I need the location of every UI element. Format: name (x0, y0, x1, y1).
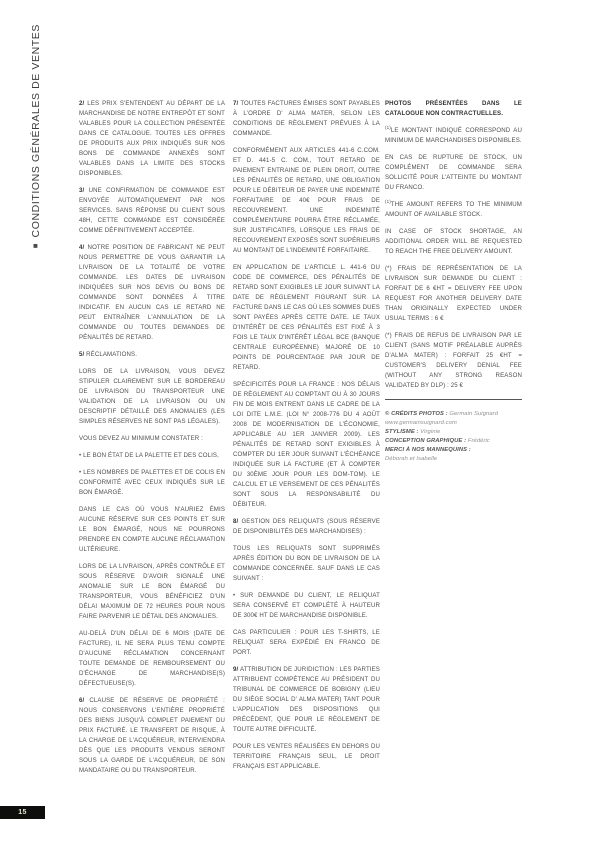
paragraph: TOUS LES RELIQUATS SONT SUPPRIMÉS APRÈS ÉDITION DU BON DE LIVRAISON DE LA COMMANDE CONCERNÉE. SAUF DANS LE CAS SUIVANT : (233, 545, 380, 582)
footnote-paragraph: (*) FRAIS DE REPRÉSENTATION DE LA LIVRAISON SUR DEMANDE DU CLIENT : FORFAIT DE 6 €HT = DELIVERY FEE UPON REQUEST FOR ANOTHER DELIVERY DATE THAN ORIGINALLY EXPECTED UNDER USUAL TERMS : 6 € (385, 265, 522, 322)
footnote-paragraph: $^{(1)}$THE AMOUNT REFERS TO THE MINIMUM AMOUNT OF AVAILABLE STOCK. (385, 198, 522, 218)
paragraph: 2/ LES PRIX S'ENTENDENT AU DÉPART DE LA MARCHANDISE DE NOTRE ENTREPÔT ET SONT VALABLES POUR LA COLLECTION PRÉSENTÉE DANS CE CATALOGUE. TOUTES LES OFFRES DE PRODUITS AUX PRIX INDIQUÉS SUR NOS BONS DE COMMANDE ANNEXÉS SONT VALABLES DANS LA LIMITE DES STOCKS DISPONIBLES. (79, 100, 225, 177)
section-number: 3/ (79, 187, 85, 194)
paragraph: EN CAS DE RUPTURE DE STOCK, UN COMPLÉMENT DE COMMANDE SERA SOLLICITÉ POUR L'ATTEINTE DU MONTANT DU FRANCO. (385, 154, 522, 191)
bullet-item: • SUR DEMANDE DU CLIENT, LE RELIQUAT SERA CONSERVÉ ET COMPLÉTÉ À HAUTEUR DE 300€ HT DE MARCHANDISE DISPONIBLE. (233, 592, 380, 619)
divider-line (385, 399, 522, 400)
paragraph: AU-DELÀ D'UN DÉLAI DE 6 MOIS (DATE DE FACTURE), IL NE SERA PLUS TENU COMPTE D'AUCUNE RÉCLAMATION CONCERNANT TOUTE DEMANDE DE REMBOURSEMENT OU D'ÉCHANGE DE MARCHANDISE(S) DÉFECTUEUSE(S). (79, 630, 225, 687)
credit-line: CONCEPTION GRAPHIQUE : Frédéric (385, 438, 490, 444)
credits-block (385, 410, 522, 464)
bullet-item: • LES NOMBRES DE PALETTES ET DE COLIS EN CONFORMITÉ AVEC CEUX INDIQUÉS SUR LE BON ÉMARGÉ. (79, 469, 225, 496)
paragraph: VOUS DEVEZ AU MINIMUM CONSTATER : (79, 435, 203, 442)
credit-line: © CRÉDITS PHOTOS : Germain Suignard (385, 411, 499, 417)
paragraph: 6/ CLAUSE DE RÉSERVE DE PROPRIÉTÉ : NOUS CONSERVONS L'ENTIÈRE PROPRIÉTÉ DES BIENS JUSQU'À COMPLET PAIEMENT DU PRIX FACTURÉ. LE TRANSFERT DE RISQUE, À LA CHARGE DE L'ACQUÉREUR, INTERVIENDRA DÈS QUE LES PRODUITS VENDUS SERONT SOUS LA GARDE DE L'ACQUÉREUR, DE SON MANDATAIRE OU DU TRANSPORTEUR. (79, 697, 225, 774)
bullet-item: • LE BON ÉTAT DE LA PALETTE ET DES COLIS, (79, 452, 219, 459)
footnote-paragraph: $^{(1)}$LE MONTANT INDIQUÉ CORRESPOND AU MINIMUM DE MARCHANDISES DISPONIBLES. (385, 124, 522, 144)
paragraph: EN APPLICATION DE L'ARTICLE L. 441-6 DU CODE DE COMMERCE, DES PÉNALITÉS DE RETARD SONT EXIGIBLES LE JOUR SUIVANT LA DATE DE RÈGLEMENT FIGURANT SUR LA FACTURE DANS LE CAS OÙ LES SOMMES DUES SONT PAYÉES APRÈS CETTE DATE. LE TAUX D'INTÉRÊT DE CES PÉNALITÉS EST FIXÉ À 3 FOIS LE TAUX D'INTÉRÊT LÉGAL BCE (BANQUE CENTRALE EUROPÉENNE) MAJORÉ DE 10 POINTS DE POURCENTAGE PAR JOUR DE RETARD. (233, 264, 380, 371)
section-number: 4/ (79, 244, 85, 251)
paragraph: LORS DE LA LIVRAISON, APRÈS CONTRÔLE ET SOUS RÉSERVE D'AVOIR SIGNALÉ UNE ANOMALIE SUR LE BON ÉMARGÉ DU TRANSPORTEUR, VOUS BÉNÉFICIEZ D'UN DÉLAI MAXIMUM DE 72 HEURES POUR NOUS FAIRE PARVENIR LE DÉTAIL DES ANOMALIES. (79, 563, 225, 620)
credit-line: STYLISME : Virginie (385, 429, 441, 435)
paragraph: 4/ NOTRE POSITION DE FABRICANT NE PEUT NOUS PERMETTRE DE VOUS GARANTIR LA LIVRAISON DE LA TOTALITÉ DE VOTRE COMMANDE. LES DATES DE LIVRAISON INDIQUÉES SUR NOS DEVIS OU BONS DE COMMANDE SONT DONNÉES À TITRE INDICATIF. EN AUCUN CAS LE RETARD NE PEUT ENTRAÎNER L'ANNULATION DE LA COMMANDE OU TOUTES DEMANDES DE PÉNALITÉS DE RETARD. (79, 244, 225, 341)
paragraph: DANS LE CAS OÙ VOUS N'AURIEZ ÉMIS AUCUNE RÉSERVE SUR CES POINTS ET SUR LE BON ÉMARGÉ, NOUS NE POURRONS PRENDRE EN COMPTE AUCUNE RÉCLAMATION ULTÉRIEURE. (79, 506, 225, 553)
section-heading: 5/ RÉCLAMATIONS. (79, 351, 138, 358)
square-bullet-icon: ■ (31, 241, 40, 251)
paragraph: SPÉCIFICITÉS POUR LA FRANCE : NOS DÉLAIS DE RÈGLEMENT AU COMPTANT OU À 30 JOURS FIN DE MOIS ENTRENT DANS LE CADRE DE LA LOI DITE L.M.E. (LOI N° 2008-776 DU 4 AOÛT 2008 DE MODERNISATION DE L'ÉCONOMIE, APPLICABLE AU 1ER JANVIER 2009). LES PÉNALITÉS DE RETARD SONT EXIGIBLES À COMPTER DU 1ER JOUR SUIVANT L'ÉCHÉANCE INDIQUÉE SUR LA FACTURE (ET À COMPTER DU 30ÈME JOUR POUR LES DOM-TOM). LE CALCUL ET LE VERSEMENT DE CES PÉNALITÉS SONT SOUS LA RESPONSABILITÉ DU DÉBITEUR. (233, 381, 380, 508)
credit-line: Déborah et Isabelle (385, 456, 438, 462)
notice-heading: PHOTOS PRÉSENTÉES DANS LE CATALOGUE NON CONTRACTUELLES. (385, 100, 522, 117)
section-number: 7/ (233, 100, 239, 107)
text-column-2 (233, 99, 380, 779)
paragraph: CAS PARTICULIER : POUR LES T-SHIRTS, LE RELIQUAT SERA EXPÉDIÉ EN FRANCO DE PORT. (233, 629, 380, 656)
page-number-tab (0, 806, 45, 819)
sidebar-vertical-title (30, 24, 42, 251)
paragraph: CONFORMÉMENT AUX ARTICLES 441-6 C.COM. ET D. 441-5 C. COM., TOUT RETARD DE PAIEMENT ENTRAINE DE PLEIN DROIT, OUTRE LES PÉNALITÉS DE RETARD, UNE OBLIGATION POUR LE DÉBITEUR DE PAYER UNE INDEMNITÉ FORFAITAIRE DE 40€ POUR FRAIS DE RECOUVREMENT. UNE INDEMNITÉ COMPLÉMENTAIRE POURRA ÊTRE RÉCLAMÉE, SUR JUSTIFICATIFS, LORSQUE LES FRAIS DE RECOUVREMENT EXPOSÉS SONT SUPÉRIEURS AU MONTANT DE L'INDEMNITÉ FORFAITAIRE. (233, 147, 380, 254)
credit-line: MERCI À NOS MANNEQUINS : (385, 447, 471, 453)
sidebar-title-text: CONDITIONS GÉNÉRALES DE VENTES (30, 24, 42, 238)
footnote-marker: (1) (385, 124, 391, 130)
footnote-paragraph: (*) FRAIS DE REFUS DE LIVRAISON PAR LE CLIENT (SANS MOTIF PRÉALABLE AUPRÈS D'ALMA MATER) : FORFAIT 25 €HT = CUSTOMER'S DELIVERY DENIAL FEE (WITHOUT ANY STRONG REASON VALIDATED BY DLP) : 25 € (385, 332, 522, 389)
page-number: 15 (18, 809, 27, 816)
section-number: 9/ (233, 666, 239, 673)
section-number: 5/ (79, 351, 85, 358)
section-heading: 8/ GESTION DES RELIQUATS (SOUS RÉSERVE DE DISPONIBILITÉS DES MARCHANDISES) : (233, 518, 380, 535)
paragraph: 9/ ATTRIBUTION DE JURIDICTION : LES PARTIES ATTRIBUENT COMPÉTENCE AU PRÉSIDENT DU TRIBUNAL DE COMMERCE DE BOBIGNY (LIEU DU SIÈGE SOCIAL D' ALMA MATER) TANT POUR L'APPLICATION DES DISPOSITIONS QUI PRÉCÈDENT, QUE POUR LE RÈGLEMENT DE TOUTE AUTRE DIFFICULTÉ. (233, 666, 380, 733)
text-column-1 (79, 99, 225, 783)
section-number: 6/ (79, 697, 85, 704)
section-number: 8/ (233, 518, 239, 525)
text-column-3 (385, 99, 522, 464)
paragraph: LORS DE LA LIVRAISON, VOUS DEVEZ STIPULER CLAIREMENT SUR LE BORDEREAU DE LIVRAISON DU TRANSPORTEUR UNE VALIDATION DE LA LIVRAISON OU UN DESCRIPTIF DÉTAILLÉ DES ANOMALIES (LES SIMPLES RÉSERVES NE SONT PAS LÉGALES). (79, 368, 225, 425)
footnote-marker: (1) (385, 198, 391, 204)
paragraph: 7/ TOUTES FACTURES ÉMISES SONT PAYABLES À L'ORDRE D' ALMA MATER, SELON LES CONDITIONS DE RÈGLEMENT PRÉVUES À LA COMMANDE. (233, 100, 380, 137)
paragraph: IN CASE OF STOCK SHORTAGE, AN ADDITIONAL ORDER WILL BE REQUESTED TO REACH THE FREE DELIVERY AMOUNT. (385, 228, 522, 255)
paragraph: 3/ UNE CONFIRMATION DE COMMANDE EST ENVOYÉE AUTOMATIQUEMENT PAR NOS SERVICES. SANS RÉPONSE DU CLIENT SOUS 48H, CETTE COMMANDE EST CONSIDÉRÉE COMME DÉFINITIVEMENT ACCEPTÉE. (79, 187, 225, 234)
credit-line: www.germainsuignard.com (385, 420, 457, 426)
paragraph: POUR LES VENTES RÉALISÉES EN DEHORS DU TERRITOIRE FRANÇAIS SEUL, LE DROIT FRANÇAIS EST APPLICABLE. (233, 743, 380, 770)
section-number: 2/ (79, 100, 85, 107)
